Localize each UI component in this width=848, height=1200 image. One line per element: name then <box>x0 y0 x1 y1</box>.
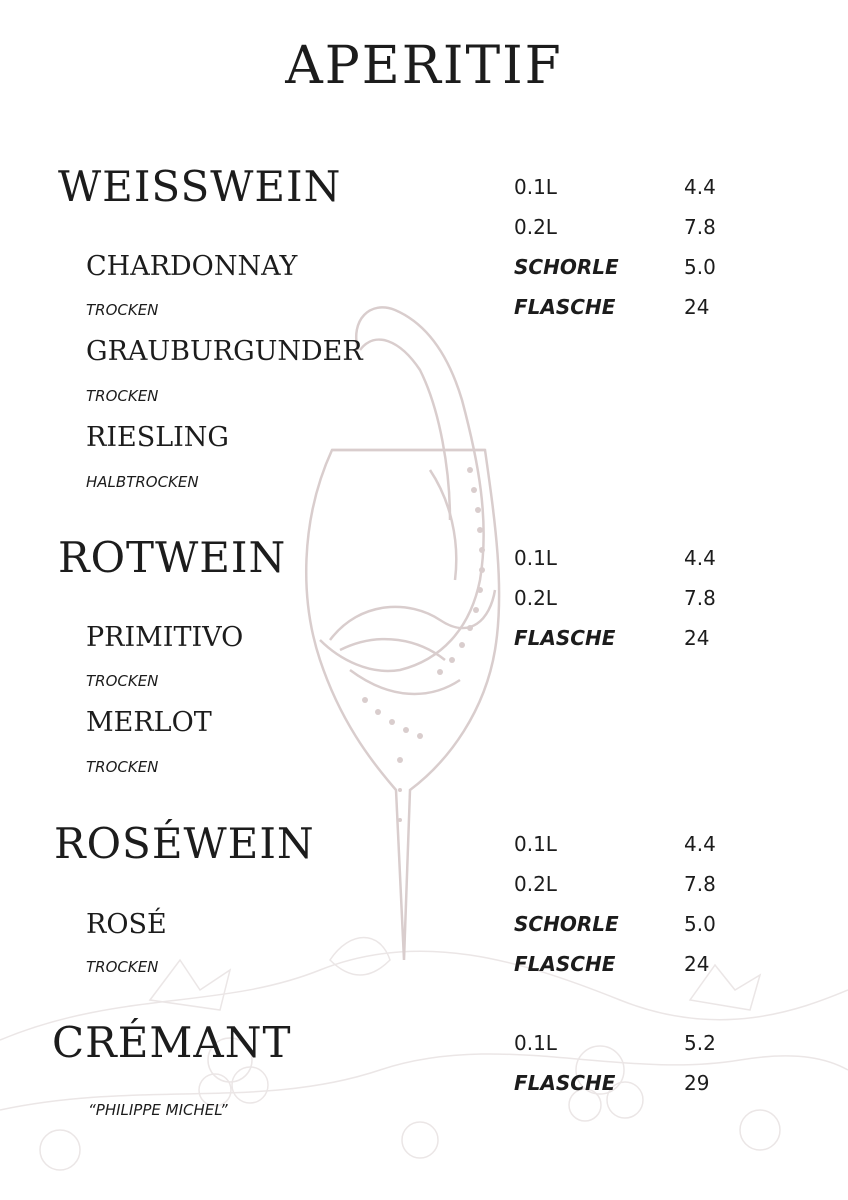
price-value: 4.4 <box>684 175 716 199</box>
price-label: 0.1L <box>514 1031 557 1055</box>
price-label: 0.1L <box>514 832 557 856</box>
glass-dots-icon <box>362 467 485 822</box>
price-label: FLASCHE <box>514 626 616 650</box>
price-value: 4.4 <box>684 832 716 856</box>
price-value: 5.2 <box>684 1031 716 1055</box>
wine-name: MERLOT <box>86 707 212 738</box>
price-label: 0.1L <box>514 546 557 570</box>
wine-name: PRIMITIVO <box>86 622 244 653</box>
price-value: 5.0 <box>684 912 716 936</box>
wine-name: CHARDONNAY <box>86 251 298 282</box>
section-title-weisswein: WEISSWEIN <box>58 162 342 211</box>
wine-note: TROCKEN <box>86 758 159 776</box>
price-label: 0.2L <box>514 586 557 610</box>
price-value: 24 <box>684 952 710 976</box>
wine-note: TROCKEN <box>86 672 159 690</box>
wine-note: TROCKEN <box>86 958 159 976</box>
price-label: FLASCHE <box>514 295 616 319</box>
wine-glass-illustration-icon <box>306 307 499 960</box>
section-title-cremant: CRÉMANT <box>52 1018 292 1067</box>
price-label: 0.2L <box>514 215 557 239</box>
price-label: FLASCHE <box>514 952 616 976</box>
wine-note: “PHILIPPE MICHEL” <box>88 1101 228 1119</box>
price-label: SCHORLE <box>514 912 619 936</box>
price-label: 0.2L <box>514 872 557 896</box>
wine-name: GRAUBURGUNDER <box>86 336 363 367</box>
wine-note: HALBTROCKEN <box>86 473 199 491</box>
price-value: 7.8 <box>684 586 716 610</box>
price-value: 7.8 <box>684 872 716 896</box>
wine-note: TROCKEN <box>86 301 159 319</box>
price-label: FLASCHE <box>514 1071 616 1095</box>
price-value: 4.4 <box>684 546 716 570</box>
page-title: APERITIF <box>285 36 563 96</box>
price-value: 7.8 <box>684 215 716 239</box>
section-title-rosewein: ROSÉWEIN <box>54 819 315 868</box>
wine-name: ROSÉ <box>86 909 167 940</box>
price-value: 29 <box>684 1071 710 1095</box>
price-label: SCHORLE <box>514 255 619 279</box>
section-title-rotwein: ROTWEIN <box>58 533 287 582</box>
price-value: 24 <box>684 295 710 319</box>
wine-note: TROCKEN <box>86 387 159 405</box>
price-value: 24 <box>684 626 710 650</box>
wine-name: RIESLING <box>86 422 229 453</box>
price-value: 5.0 <box>684 255 716 279</box>
price-label: 0.1L <box>514 175 557 199</box>
